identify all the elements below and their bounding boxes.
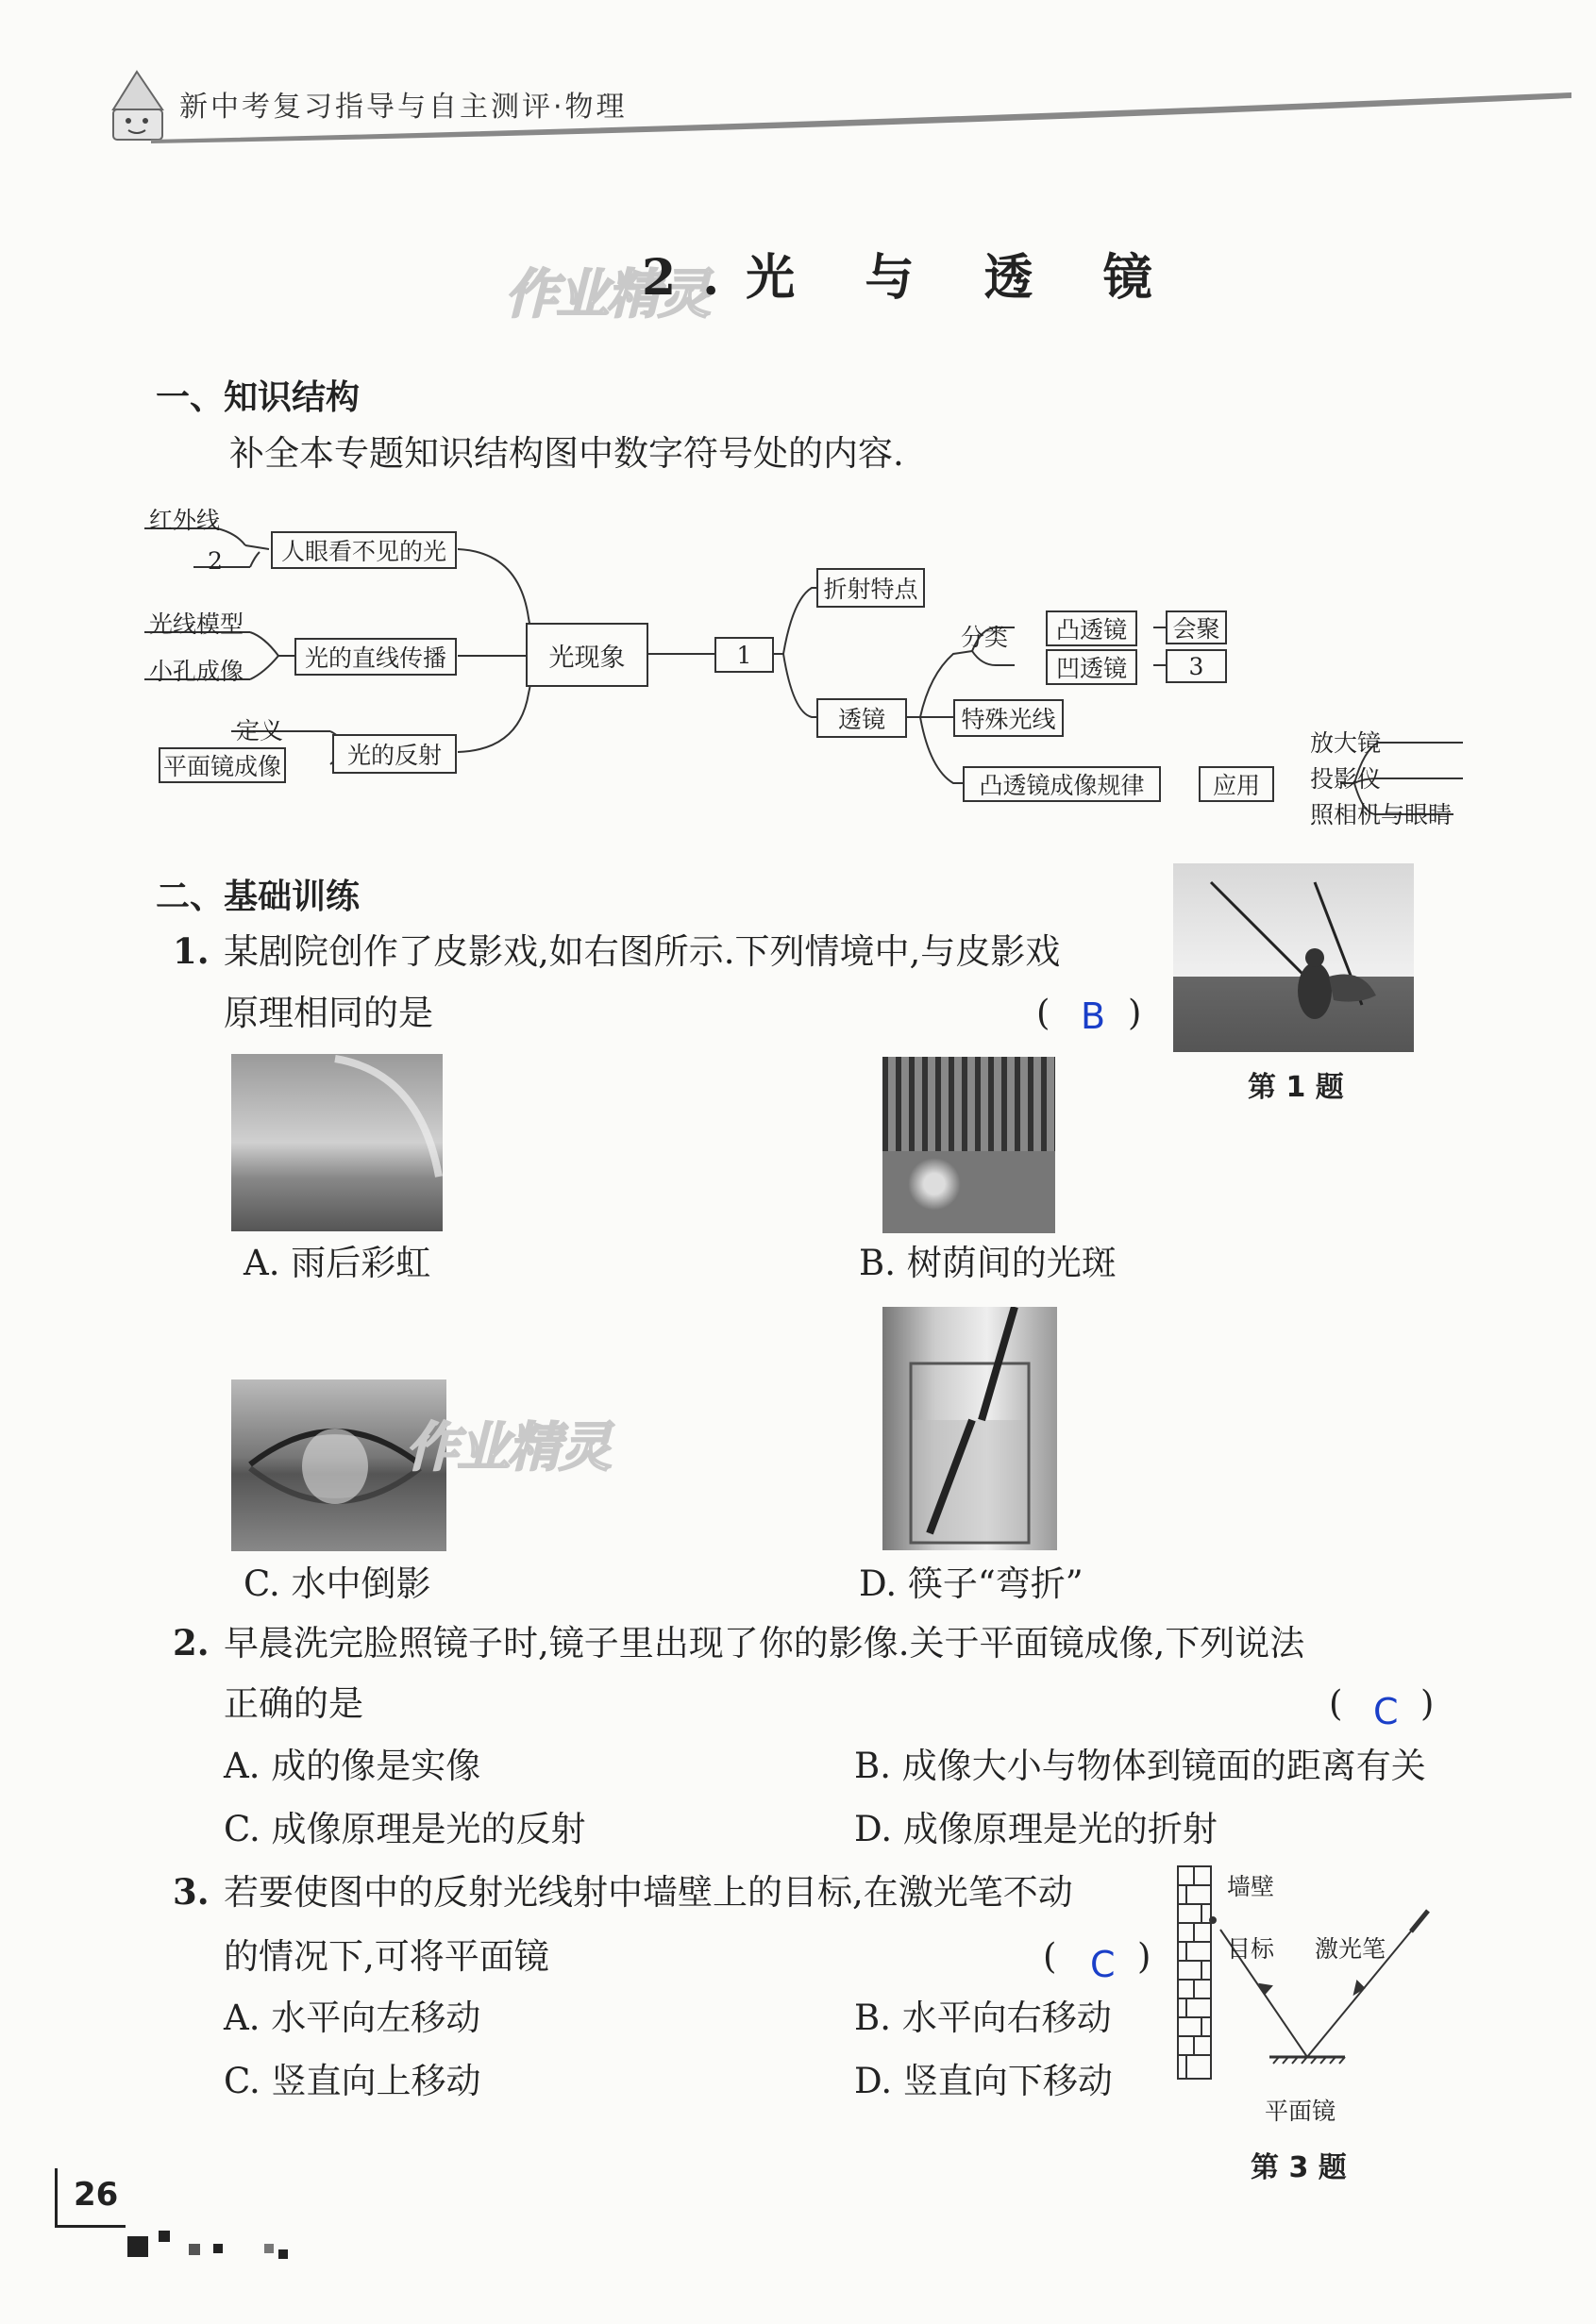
q1-option-a-rainbow-photo: [231, 1054, 443, 1231]
q1-shadow-puppet-photo: [1173, 863, 1414, 1052]
q3-figure-caption: 第 3 题: [1251, 2151, 1347, 2184]
q3-option-b: B. 水平向右移动: [854, 1998, 1112, 2038]
mm-blank-2: 2: [208, 547, 223, 575]
q1-paren-open: (: [1036, 993, 1050, 1033]
q1-option-c: C. 水中倒影: [244, 1563, 431, 1604]
q3-label-wall: 墙壁: [1227, 1873, 1275, 1900]
mm-refraction: 折射特点: [816, 568, 925, 608]
chapter-title: 2.光 与 透 镜: [642, 249, 1179, 307]
q3-option-d: D. 竖直向下移动: [854, 2061, 1113, 2101]
mm-reflection: 光的反射: [332, 734, 457, 774]
mm-root-light-phenomena: 光现象: [526, 623, 648, 687]
watermark-2: 作业精灵: [406, 1417, 610, 1479]
q3-stem-line1: 若要使图中的反射光线射中墙壁上的目标,在激光笔不动: [224, 1872, 1073, 1913]
mm-blank-3: 3: [1166, 649, 1227, 683]
mm-plane-mirror: 平面镜成像: [159, 747, 286, 783]
q2-paren-close: ): [1420, 1683, 1435, 1724]
q3-mirror-diagram: [1175, 1864, 1435, 2095]
watermark: 作业精灵: [505, 264, 709, 326]
q3-option-c: C. 竖直向上移动: [224, 2061, 481, 2101]
q1-paren-close: ): [1128, 993, 1142, 1033]
q3-stem-line2: 的情况下,可将平面镜: [224, 1936, 549, 1977]
section-heading-structure: 一、知识结构: [156, 378, 361, 417]
footer-decorative-squares: [123, 2217, 302, 2265]
q1-option-a: A. 雨后彩虹: [244, 1243, 431, 1283]
q3-label-mirror: 平面镜: [1265, 2098, 1336, 2125]
mm-magnifier: 放大镜: [1310, 729, 1382, 757]
mm-projector: 投影仪: [1310, 765, 1382, 793]
mm-ray-model: 光线模型: [149, 610, 244, 638]
q1-figure-caption: 第 1 题: [1248, 1071, 1344, 1104]
q2-answer: C: [1373, 1691, 1399, 1732]
page-number: 26: [74, 2176, 119, 2214]
header-swoosh: [151, 91, 1576, 147]
q2-paren-open: (: [1329, 1683, 1343, 1724]
q1-number: 1.: [173, 930, 210, 972]
mm-pinhole: 小孔成像: [149, 658, 244, 685]
q1-option-b: B. 树荫间的光斑: [859, 1243, 1117, 1283]
q3-answer: C: [1090, 1944, 1116, 1985]
q2-option-a: A. 成的像是实像: [224, 1746, 481, 1786]
mm-camera-eye: 照相机与眼睛: [1310, 801, 1453, 828]
mm-straight-propagation: 光的直线传播: [294, 638, 457, 676]
mm-convex-lens: 凸透镜: [1046, 610, 1137, 646]
q1-option-d-chopstick-photo: [882, 1307, 1057, 1550]
q2-number: 2.: [173, 1622, 210, 1664]
mm-converge: 会聚: [1166, 610, 1227, 644]
q3-paren-close: ): [1137, 1936, 1151, 1977]
q1-stem-line1: 某剧院创作了皮影戏,如右图所示.下列情境中,与皮影戏: [224, 931, 1061, 972]
mm-imaging-rule: 凸透镜成像规律: [963, 766, 1161, 802]
q2-stem-line2: 正确的是: [224, 1683, 363, 1724]
mm-application: 应用: [1199, 766, 1274, 802]
q1-answer: B: [1081, 995, 1106, 1037]
mm-blank-1: 1: [714, 637, 774, 673]
q3-paren-open: (: [1043, 1936, 1057, 1977]
q3-label-target: 目标: [1227, 1935, 1275, 1963]
mm-infrared: 红外线: [149, 507, 221, 534]
mm-special-rays: 特殊光线: [953, 699, 1064, 737]
q2-option-b: B. 成像大小与物体到镜面的距离有关: [854, 1746, 1426, 1786]
q1-option-b-forest-photo: [882, 1057, 1055, 1233]
q2-stem-line1: 早晨洗完脸照镜子时,镜子里出现了你的影像.关于平面镜成像,下列说法: [224, 1623, 1305, 1664]
mm-concave-lens: 凹透镜: [1046, 649, 1137, 685]
q3-number: 3.: [173, 1871, 210, 1913]
q2-option-c: C. 成像原理是光的反射: [224, 1809, 586, 1849]
q2-option-d: D. 成像原理是光的折射: [854, 1809, 1218, 1849]
structure-instruction: 补全本专题知识结构图中数字符号处的内容.: [229, 433, 904, 474]
mm-invisible-light: 人眼看不见的光: [271, 531, 457, 569]
q3-label-laser: 激光笔: [1315, 1935, 1386, 1963]
mm-classify: 分类: [961, 624, 1009, 651]
mm-definition: 定义: [236, 717, 284, 744]
q1-stem-line2: 原理相同的是: [224, 993, 433, 1033]
book-title: 新中考复习指导与自主测评·物理: [179, 91, 628, 124]
section-heading-training: 二、基础训练: [156, 878, 361, 916]
q1-option-d: D. 筷子“弯折”: [859, 1563, 1084, 1604]
q3-option-a: A. 水平向左移动: [224, 1998, 481, 2038]
mm-lens: 透镜: [816, 698, 907, 738]
